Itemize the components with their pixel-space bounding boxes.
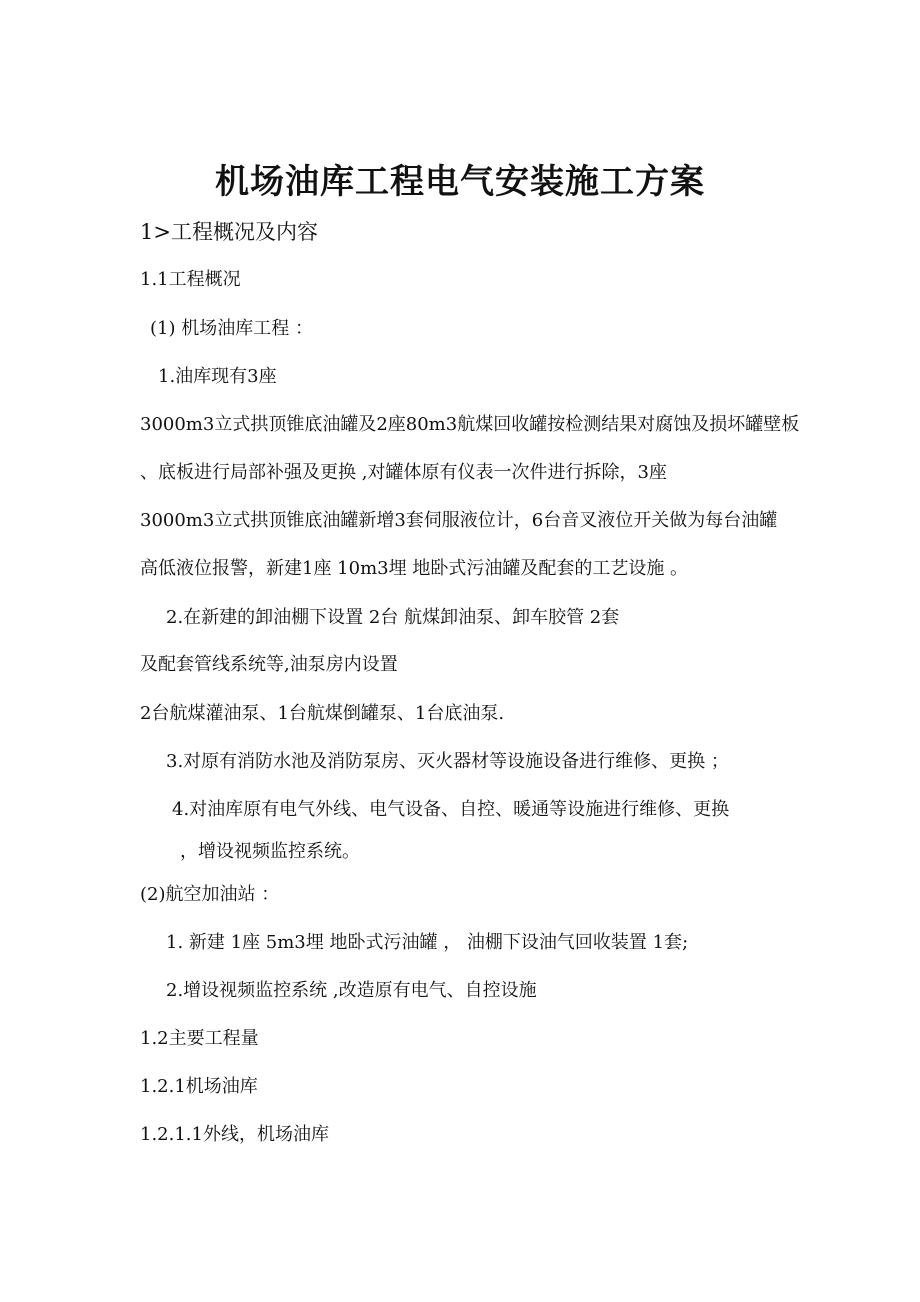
paragraph-line: 4.对油库原有电气外线、电气设备、自控、暖通等设施进行维修、更换 (172, 799, 730, 820)
section-heading-1-2-1-1: 1.2.1.1外线，机场油库 (140, 1124, 329, 1145)
paragraph-line: 1. 新建 1座 5m3埋 地卧式污油罐 ， 油棚下设油气回收装置 1套; (166, 932, 689, 953)
paragraph-line: 、底板进行局部补强及更换 ,对罐体原有仪表一次件进行拆除，3座 (140, 462, 667, 483)
paragraph-line: 2.增设视频监控系统 ,改造原有电气、自控设施 (166, 980, 537, 1001)
paragraph-line: ，增设视频监控系统。 (180, 841, 360, 862)
item-1-heading: (1) 机场油库工程 ： (150, 318, 313, 339)
paragraph-line: 3.对原有消防水池及消防泵房、灭火器材等设施设备进行维修、更换 ； (166, 751, 729, 772)
paragraph-line: 1.油库现有3座 (158, 366, 277, 387)
paragraph-line: 及配套管线系统等,油泵房内设置 (140, 654, 398, 675)
section-heading-1-2-1: 1.2.1机场油库 (140, 1076, 258, 1097)
paragraph-line: 3000m3立式拱顶锥底油罐及2座80m3航煤回收罐按检测结果对腐蚀及损坏罐壁板 (140, 414, 800, 435)
paragraph-line: 2台航煤灌油泵、1台航煤倒罐泵、1台底油泵. (140, 703, 505, 724)
item-2-heading: (2)航空加油站 ： (140, 884, 280, 905)
section-heading-1-1: 1.1工程概况 (140, 269, 241, 290)
paragraph-line: 高低液位报警，新建1座 10m3埋 地卧式污油罐及配套的工艺设施 。 (140, 558, 689, 579)
section-heading-1-2: 1.2主要工程量 (140, 1028, 259, 1049)
section-heading-1: 1>工程概况及内容 (140, 220, 318, 244)
paragraph-line: 3000m3立式拱顶锥底油罐新增3套伺服液位计，6台音叉液位开关做为每台油罐 (140, 510, 778, 531)
paragraph-line: 2.在新建的卸油棚下设置 2台 航煤卸油泵、卸车胶管 2套 (166, 607, 620, 628)
document-title: 机场油库工程电气安装施工方案 (215, 162, 705, 202)
